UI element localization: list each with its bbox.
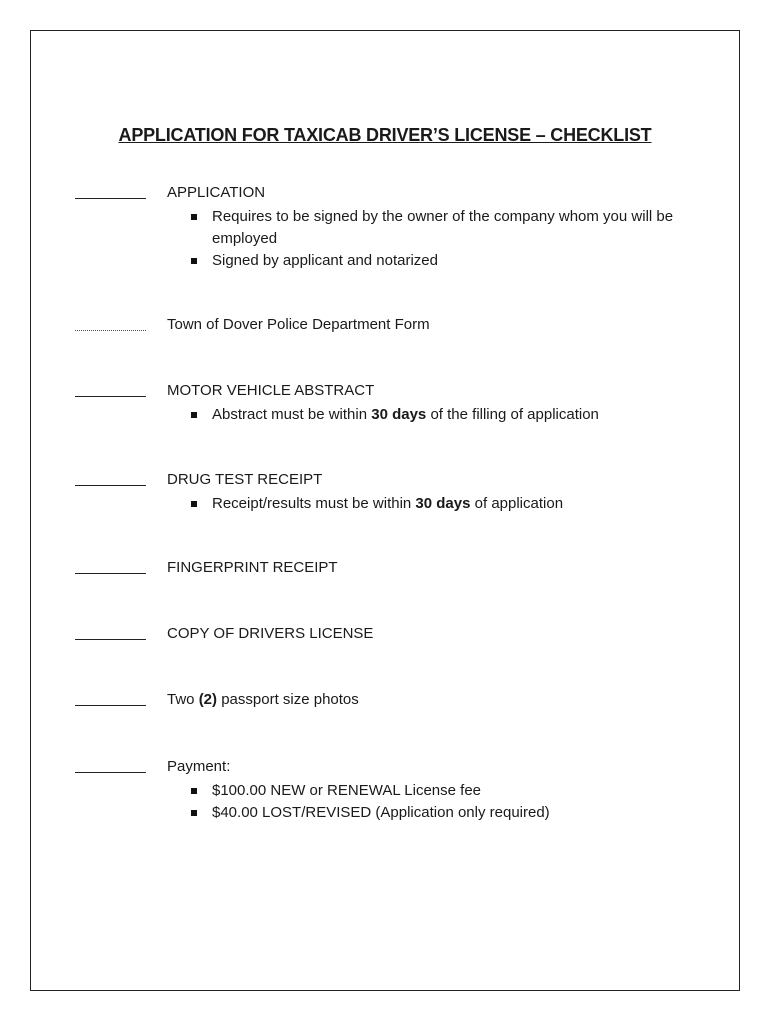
page-title: APPLICATION FOR TAXICAB DRIVER’S LICENSE – CHECKLIST — [118, 125, 652, 145]
square-bullet-icon — [191, 501, 197, 507]
square-bullet-icon — [191, 788, 197, 794]
item-label — [167, 691, 359, 708]
bullet-text-bold: 30 days — [415, 495, 471, 512]
list-item — [191, 404, 731, 426]
label-bold: (2) — [198, 691, 218, 708]
bullet-list — [191, 493, 731, 515]
bullet-list — [191, 404, 731, 426]
square-bullet-icon — [191, 412, 197, 418]
checklist-page — [30, 30, 740, 991]
label-pre: Two — [167, 691, 199, 708]
item-label: FINGERPRINT RECEIPT — [167, 559, 338, 576]
bullet-list — [191, 780, 731, 824]
checkbox-blank-line[interactable] — [75, 330, 146, 331]
item-label: MOTOR VEHICLE ABSTRACT — [167, 382, 375, 399]
item-label: COPY OF DRIVERS LICENSE — [167, 625, 374, 642]
bullet-text-post: of application — [470, 495, 564, 512]
checkbox-blank-line[interactable] — [75, 639, 146, 640]
list-item — [191, 802, 731, 824]
checkbox-blank-line[interactable] — [75, 198, 146, 199]
bullet-text: Signed by applicant and notarized — [212, 252, 438, 269]
checkbox-blank-line[interactable] — [75, 705, 146, 706]
square-bullet-icon — [191, 258, 197, 264]
item-label: APPLICATION — [167, 184, 266, 201]
bullet-text: Requires to be signed by the owner of the company whom you will be employed — [212, 208, 674, 247]
checkbox-blank-line[interactable] — [75, 396, 146, 397]
checkbox-blank-line[interactable] — [75, 573, 146, 574]
checkbox-blank-line[interactable] — [75, 485, 146, 486]
list-item — [191, 780, 731, 802]
label-post: passport size photos — [217, 691, 359, 708]
bullet-text-bold: 30 days — [371, 406, 427, 423]
list-item — [191, 493, 731, 515]
bullet-list — [191, 206, 731, 272]
square-bullet-icon — [191, 214, 197, 220]
bullet-text: $40.00 LOST/REVISED (Application only required) — [212, 804, 550, 821]
item-label: Town of Dover Police Department Form — [167, 316, 430, 333]
item-label: Payment: — [167, 758, 231, 775]
item-label: DRUG TEST RECEIPT — [167, 471, 323, 488]
list-item — [191, 250, 731, 272]
checkbox-blank-line[interactable] — [75, 772, 146, 773]
bullet-text-post: of the filling of application — [426, 406, 599, 423]
bullet-text-pre: Abstract must be within — [212, 406, 372, 423]
square-bullet-icon — [191, 810, 197, 816]
list-item — [191, 206, 731, 250]
bullet-text: $100.00 NEW or RENEWAL License fee — [212, 782, 482, 799]
bullet-text-pre: Receipt/results must be within — [212, 495, 416, 512]
